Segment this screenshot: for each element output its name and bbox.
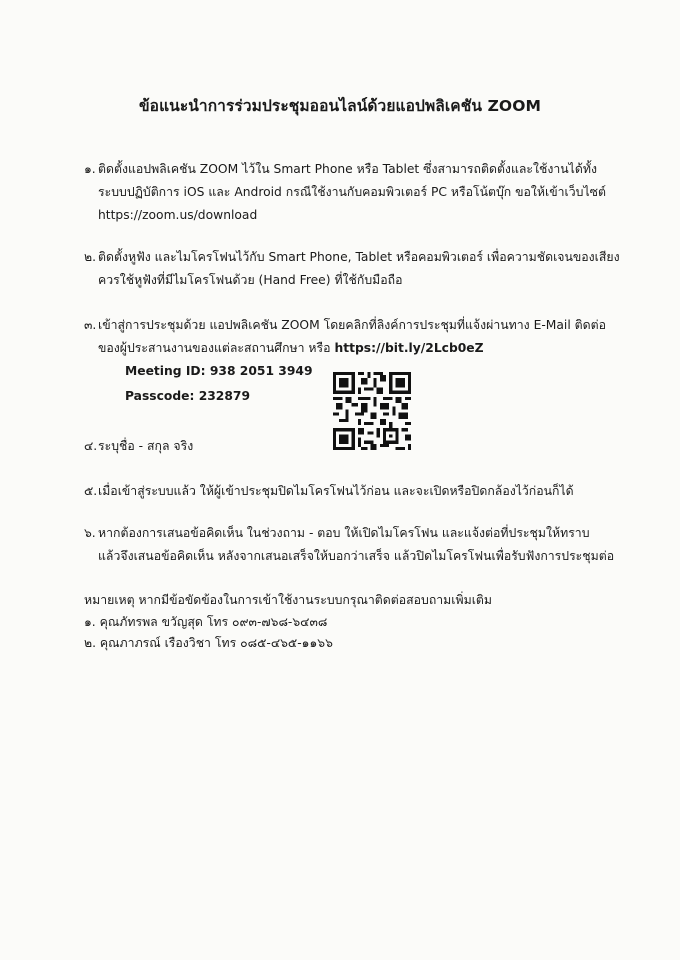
contact-line: ๑. คุณภัทรพล ขวัญสุด โทร ๐๙๓-๗๖๘-๖๔๓๘ xyxy=(84,615,328,629)
instruction-item-3 xyxy=(84,314,614,360)
zoom-download-url: https://zoom.us/download xyxy=(98,208,258,222)
item-number: ๓. xyxy=(84,318,97,332)
item-text: ระบบปฏิบัติการ iOS และ Android กรณีใช้งานกับคอมพิวเตอร์ PC หรือโน้ตบุ๊ก ขอให้เข้าเว็บไซต์ xyxy=(98,185,606,199)
item-text: แล้วจึงเสนอข้อคิดเห็น หลังจากเสนอเสร็จให้บอกว่าเสร็จ แล้วปิดไมโครโฟนเพื่อรับฟังการประชุมต่อ xyxy=(98,549,615,563)
instruction-item-1 xyxy=(84,158,614,227)
instruction-item-6 xyxy=(84,522,614,568)
item-number: ๕. xyxy=(84,484,98,498)
item-text: เข้าสู่การประชุมด้วย แอปพลิเคชัน ZOOM โดยคลิกที่ลิงค์การประชุมที่แจ้งผ่านทาง E-Mail ติดต่อ xyxy=(98,318,607,332)
item-text: ควรใช้หูฟังที่มีไมโครโฟนด้วย (Hand Free) ที่ใช้กับมือถือ xyxy=(98,273,403,287)
item-number: ๑. xyxy=(84,162,96,176)
instruction-item-5 xyxy=(84,480,614,503)
instruction-item-2 xyxy=(84,246,620,292)
item-text: เมื่อเข้าสู่ระบบแล้ว ให้ผู้เข้าประชุมปิดไมโครโฟนไว้ก่อน และจะเปิดหรือปิดกล้องไว้ก่อนก็ได้ xyxy=(98,484,574,498)
item-number: ๔. xyxy=(84,439,98,453)
item-text: ของผู้ประสานงานของแต่ละสถานศึกษา หรือ xyxy=(98,341,335,355)
item-number: ๒. xyxy=(84,250,97,264)
meeting-passcode: Passcode: 232879 xyxy=(125,389,251,403)
item-text: ติดตั้งแอปพลิเคชัน ZOOM ไว้ใน Smart Phone หรือ Tablet ซึ่งสามารถติดตั้งและใช้งานได้ทั้ง xyxy=(98,162,597,176)
meeting-link: https://bit.ly/2Lcb0eZ xyxy=(334,341,484,355)
item-text-with-link xyxy=(98,337,614,360)
instruction-item-4 xyxy=(84,435,614,458)
document-title: ข้อแนะนำการร่วมประชุมออนไลน์ด้วยแอปพลิเคชัน ZOOM xyxy=(138,97,541,115)
contact-line: ๒. คุณภาภรณ์ เรืองวิชา โทร ๐๘๕-๔๖๕-๑๑๖๖ xyxy=(84,636,333,650)
meeting-id: Meeting ID: 938 2051 3949 xyxy=(125,364,313,378)
item-text: ระบุชื่อ - สกุล จริง xyxy=(98,439,194,453)
item-number: ๖. xyxy=(84,526,96,540)
note-heading: หมายเหตุ หากมีข้อขัดข้องในการเข้าใช้งานระบบกรุณาติดต่อสอบถามเพิ่มเติม xyxy=(84,593,493,607)
item-text: หากต้องการเสนอข้อคิดเห็น ในช่วงถาม - ตอบ ให้เปิดไมโครโฟน และแจ้งต่อที่ประชุมให้ทราบ xyxy=(98,526,590,540)
item-text: ติดตั้งหูฟัง และไมโครโฟนไว้กับ Smart Phone, Tablet หรือคอมพิวเตอร์ เพื่อความชัดเจนของเสียง xyxy=(98,250,620,264)
